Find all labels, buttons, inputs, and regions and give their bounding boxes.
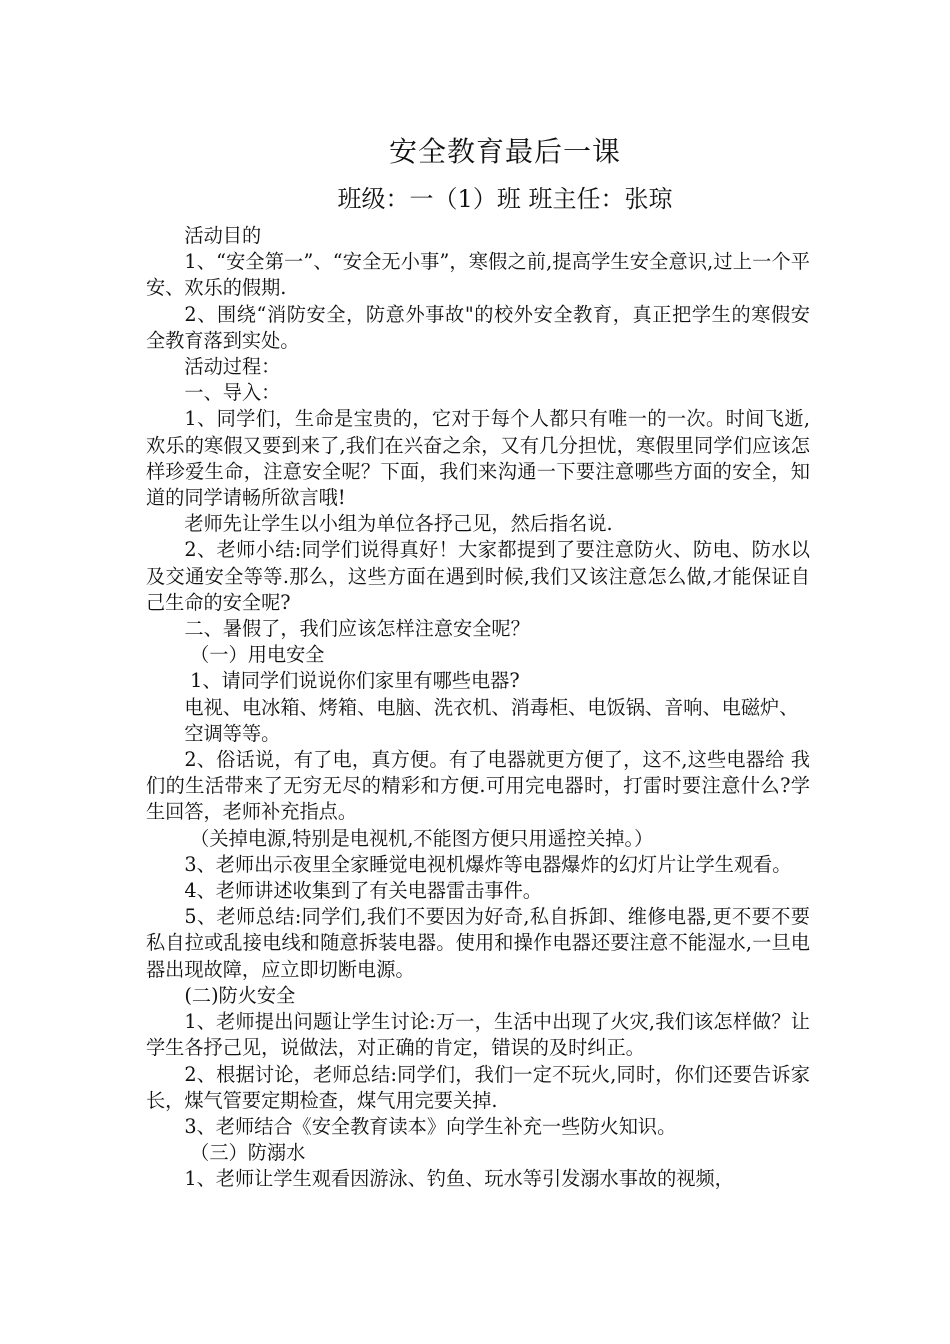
paragraph-electric-note: （关掉电源,特别是电视机,不能图方便只用遥控关掉。） [190, 826, 654, 850]
paragraph-electric-4: 4、老师讲述收集到了有关电器雷击事件。 [184, 879, 542, 903]
document-title: 安全教育最后一课 [388, 135, 621, 168]
paragraph-fire-3: 3、老师结合《安全教育读本》向学生补充一些防火知识。 [184, 1114, 677, 1138]
paragraph-appliance-list-end: 空调等等。 [184, 721, 281, 745]
paragraph-electric-1: 1、请同学们说说你们家里有哪些电器? [190, 669, 520, 693]
paragraph-activity-purpose: 活动目的 [184, 224, 262, 247]
paragraph-intro-1: 1、同学们，生命是宝贵的，它对于每个人都只有唯一的一次。时间飞逝,欢乐的寒假又要到来了,我们在兴奋之余，又有几分担忧，寒假里同学们应该怎样珍爱生命，注意安全呢？下面，我们来沟通一下要注意哪些方面的安全，知道的同学请畅所欲言哦! [146, 407, 810, 510]
paragraph-electric-2: 2、俗话说，有了电，真方便。有了电器就更方便了，这不,这些电器给 我们的生活带来了无穷无尽的精彩和方便.可用完电器时，打雷时要注意什么?学生回答，老师补充指点。 [146, 748, 810, 824]
document-body [146, 223, 810, 1193]
paragraph-group-discussion: 老师先让学生以小组为单位各抒己见，然后指名说. [184, 512, 613, 536]
class-teacher-line: 班级：一（1）班 班主任：张琼 [337, 185, 673, 213]
paragraph-introduction: 一、导入： [184, 381, 281, 405]
section-electric-safety: （一）用电安全 [190, 643, 325, 667]
paragraph-fire-1: 1、老师提出问题让学生讨论:万一，生活中出现了火灾,我们该怎样做？让学生各抒己见，说做法，对正确的肯定，错误的及时纠正。 [146, 1010, 810, 1060]
paragraph-electric-3: 3、老师出示夜里全家睡觉电视机爆炸等电器爆炸的幻灯片让学生观看。 [184, 852, 792, 876]
paragraph-activity-process: 活动过程： [184, 355, 281, 379]
paragraph-appliance-list: 电视、电冰箱、烤箱、电脑、洗衣机、消毒柜、电饭锅、音响、电磁炉、 [184, 695, 799, 719]
paragraph-fire-2: 2、根据讨论，老师总结:同学们，我们一定不玩火,同时，你们还要告诉家长，煤气管要定期检查，煤气用完要关掉. [146, 1062, 810, 1112]
paragraph-teacher-summary: 2、老师小结:同学们说得真好！大家都提到了要注意防火、防电、防水以及交通安全等等.那么，这些方面在遇到时候,我们又该注意怎么做,才能保证自己生命的安全呢? [146, 538, 810, 614]
paragraph-electric-5: 5、老师总结:同学们,我们不要因为好奇,私自拆卸、维修电器,更不要不要私自拉或乱接电线和随意拆装电器。使用和操作电器还要注意不能湿水,一旦电器出现故障，应立即切断电源。 [146, 905, 810, 981]
paragraph-purpose-1: 1、“安全第一”、“安全无小事”，寒假之前,提高学生安全意识,过上一个平安、欢乐的假期. [146, 250, 810, 300]
section-fire-safety: (二)防火安全 [184, 983, 296, 1007]
paragraph-summer-safety: 二、暑假了，我们应该怎样注意安全呢？ [184, 617, 530, 641]
paragraph-drowning-1: 1、老师让学生观看因游泳、钓鱼、玩水等引发溺水事故的视频， [184, 1167, 734, 1191]
paragraph-purpose-2: 2、围绕“消防安全，防意外事故"的校外安全教育，真正把学生的寒假安全教育落到实处。 [146, 302, 810, 352]
section-drowning-prevention: （三）防溺水 [190, 1141, 306, 1165]
